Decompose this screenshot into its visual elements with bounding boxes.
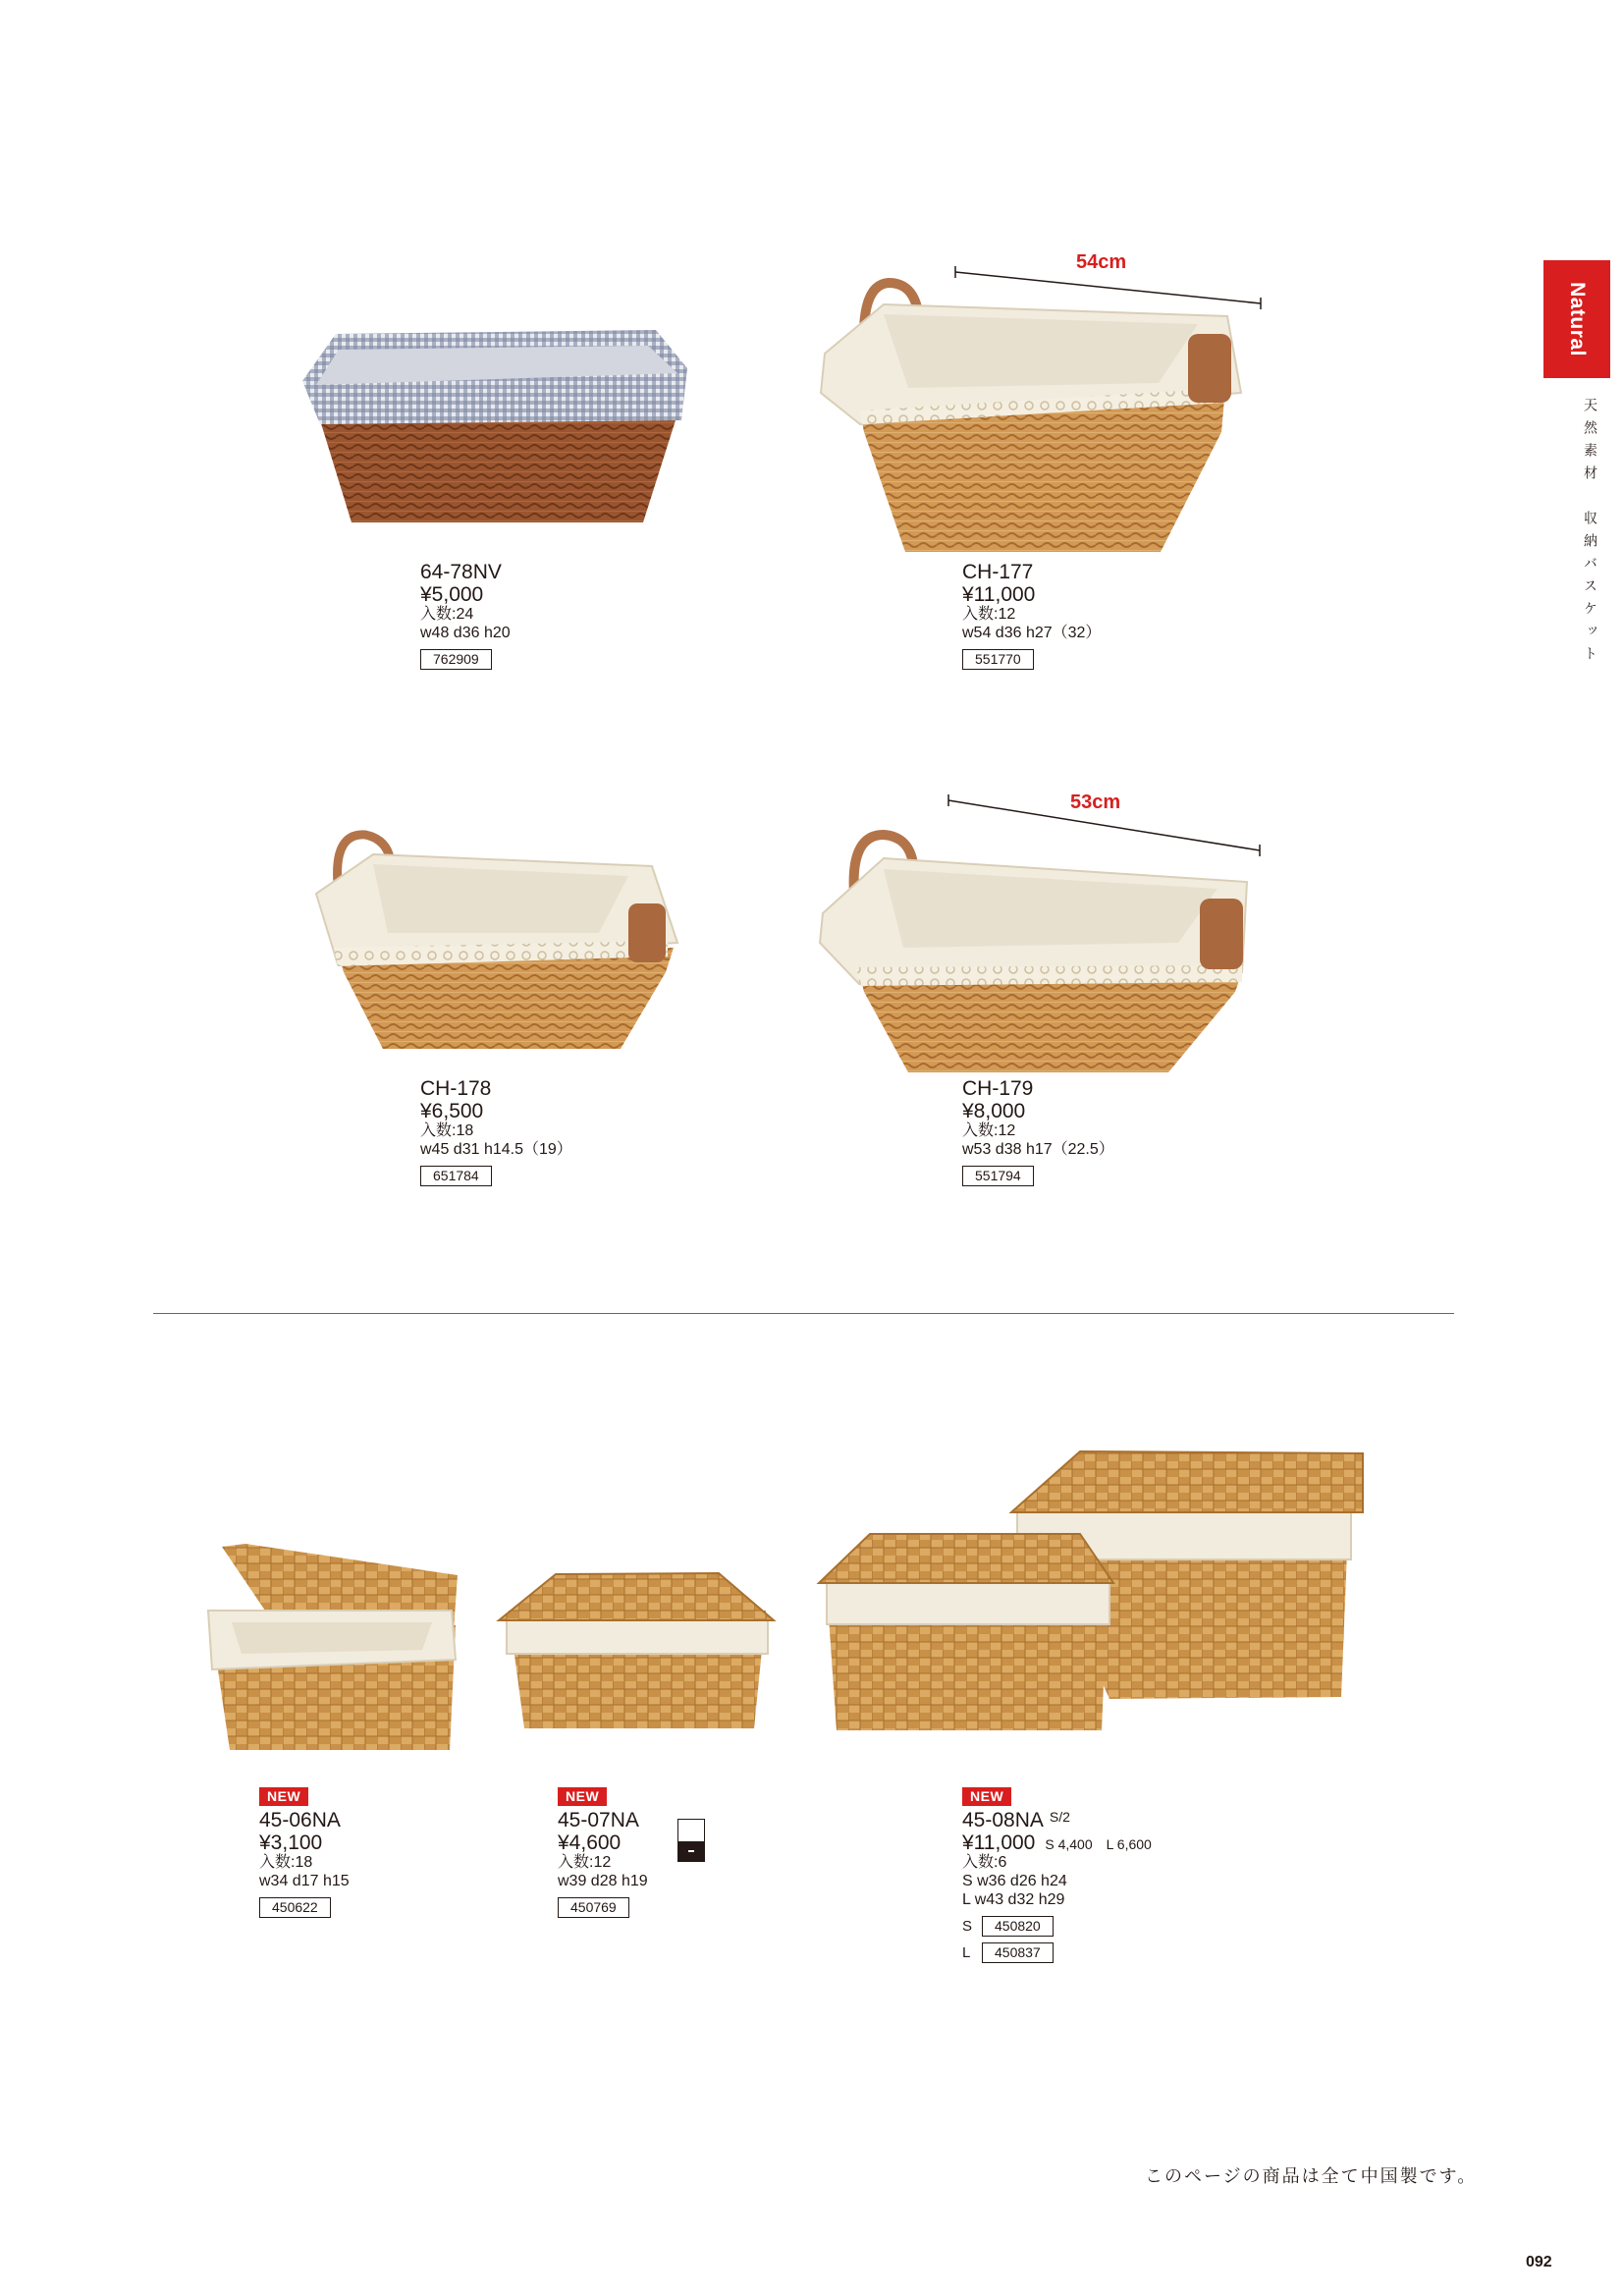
category-subtitle: 天然素材 収納バスケット xyxy=(1582,398,1597,669)
basket-45-06na-image xyxy=(208,1544,458,1750)
section-divider xyxy=(153,1313,1454,1314)
product-qty: 入数:12 xyxy=(962,606,1016,624)
new-badge: NEW xyxy=(558,1787,607,1806)
product-jan-code: 551794 xyxy=(962,1166,1034,1186)
product-code: CH-179 xyxy=(962,1077,1034,1100)
product-code: CH-178 xyxy=(420,1077,492,1100)
product-dimensions: w39 d28 h19 xyxy=(558,1873,648,1890)
product-code: CH-177 xyxy=(962,561,1034,583)
product-dimensions: w48 d36 h20 xyxy=(420,625,511,642)
product-info-45-06na xyxy=(259,1787,350,1918)
product-jan-code: 450769 xyxy=(558,1897,629,1918)
product-jan-code: 551770 xyxy=(962,649,1034,670)
basket-64-78nv-image xyxy=(302,330,687,522)
product-info-ch-179 xyxy=(962,1078,1114,1186)
product-price: ¥11,000 xyxy=(962,582,1036,606)
basket-ch-177-image xyxy=(821,283,1241,552)
origin-footnote: このページの商品は全て中国製です。 xyxy=(1145,2166,1478,2187)
product-info-ch-178 xyxy=(420,1078,572,1186)
new-badge: NEW xyxy=(962,1787,1011,1806)
product-qty: 入数:12 xyxy=(962,1122,1016,1140)
product-jan-code: 450622 xyxy=(259,1897,331,1918)
new-badge: NEW xyxy=(259,1787,308,1806)
product-code: 64-78NV xyxy=(420,561,502,583)
product-dimensions-s: S w36 d26 h24 xyxy=(962,1873,1067,1890)
jan-row-s: S 450820 xyxy=(962,1910,1152,1937)
product-jan-code-s: 450820 xyxy=(982,1916,1054,1937)
measure-label-54: 54cm xyxy=(1076,251,1127,273)
measure-label-53: 53cm xyxy=(1070,792,1121,813)
product-jan-code: 651784 xyxy=(420,1166,492,1186)
product-dimensions-l: L w43 d32 h29 xyxy=(962,1891,1065,1909)
product-dimensions: w45 d31 h14.5（19） xyxy=(420,1141,572,1159)
product-dimensions: w54 d36 h27（32） xyxy=(962,625,1102,642)
product-qty: 入数:24 xyxy=(420,606,474,624)
product-price: ¥11,000 S 4,400 L 6,600 xyxy=(962,1831,1152,1854)
category-tab-label: Natural xyxy=(1566,282,1589,356)
page-number: 092 xyxy=(1526,2254,1552,2270)
product-qty: 入数:6 xyxy=(962,1854,1007,1872)
jan-row-l: L 450837 xyxy=(962,1937,1152,1963)
product-dimensions: w53 d38 h17（22.5） xyxy=(962,1141,1114,1159)
product-info-45-07na xyxy=(558,1787,648,1918)
product-qty: 入数:18 xyxy=(420,1122,474,1140)
basket-45-08na-image xyxy=(819,1451,1363,1730)
stack-position-icon xyxy=(677,1819,705,1862)
set-count: S/2 xyxy=(1049,1809,1070,1826)
product-info-ch-177 xyxy=(962,562,1101,670)
product-price: ¥5,000 xyxy=(420,582,484,606)
product-price: ¥3,100 xyxy=(259,1831,323,1854)
product-price: ¥6,500 xyxy=(420,1099,484,1122)
product-qty: 入数:18 xyxy=(259,1854,313,1872)
product-code: 45-06NA xyxy=(259,1809,341,1832)
product-price-breakdown: S 4,400 L 6,600 xyxy=(1045,1835,1152,1852)
product-price: ¥8,000 xyxy=(962,1099,1026,1122)
product-code: 45-08NA $^{S/2}$ xyxy=(962,1809,1070,1832)
product-code: 45-07NA xyxy=(558,1809,639,1832)
basket-ch-178-image xyxy=(316,835,677,1049)
basket-45-07na-image xyxy=(499,1573,774,1728)
product-jan-code: 762909 xyxy=(420,649,492,670)
basket-ch-179-image xyxy=(820,835,1247,1072)
product-dimensions: w34 d17 h15 xyxy=(259,1873,350,1890)
product-info-45-08na xyxy=(962,1787,1152,1963)
product-price: ¥4,600 xyxy=(558,1831,622,1854)
product-jan-code-l: 450837 xyxy=(982,1942,1054,1963)
product-info-64-78nv xyxy=(420,562,511,670)
product-qty: 入数:12 xyxy=(558,1854,612,1872)
